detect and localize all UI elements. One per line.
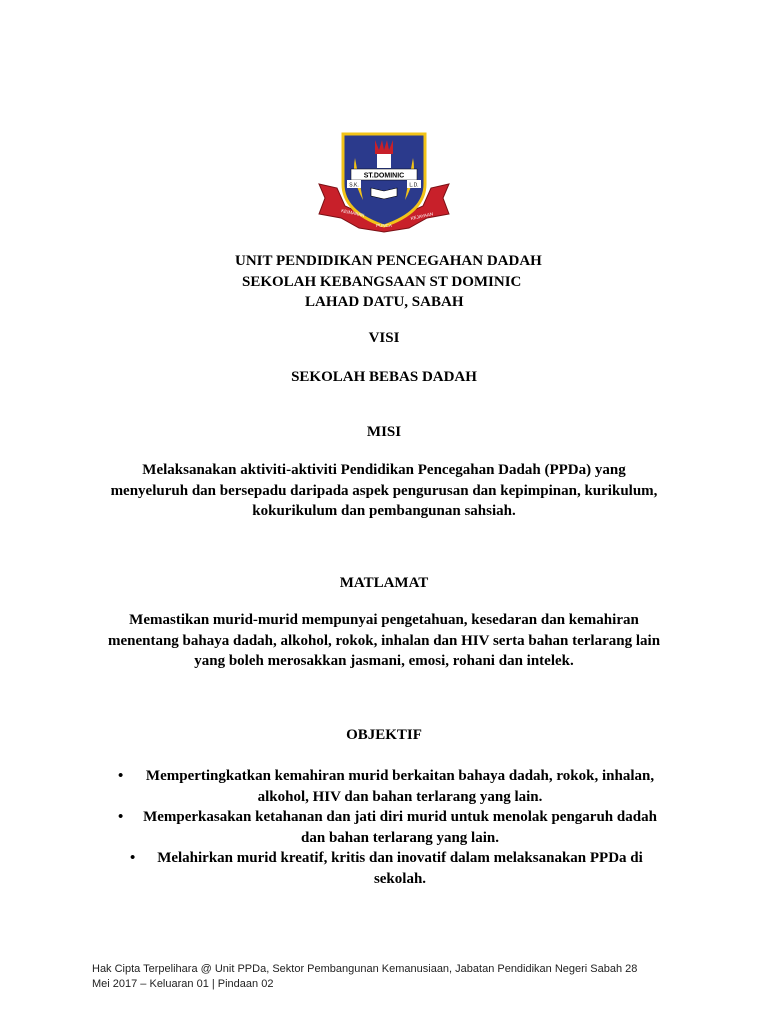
crest-banner-center: PUNCA: [376, 223, 392, 228]
objektif-item-3-line-2: sekolah.: [373, 870, 427, 887]
matlamat-line-2: menentang bahaya dadah, alkohol, rokok, inhalan dan HIV serta bahan terlarang lain: [107, 632, 661, 649]
header-line-3: LAHAD DATU, SABAH: [305, 294, 464, 310]
objektif-item-2: [100, 807, 690, 848]
bullet-icon: •: [118, 809, 124, 825]
footer-line-1: Hak Cipta Terpelihara @ Unit PPDa, Sektor Pembangunan Kemanusiaan, Jabatan Pendidikan Negeri Sabah 28: [92, 963, 638, 975]
crest-school-label: ST.DOMINIC: [363, 172, 405, 180]
bullet-icon: •: [118, 768, 124, 784]
crest-banner-right: KEJAYAAN: [410, 211, 434, 221]
header-line-1: UNIT PENDIDIKAN PENCEGAHAN DADAH: [235, 253, 542, 269]
objektif-item-2-line-1: Memperkasakan ketahanan dan jati diri murid untuk menolak pengaruh dadah: [143, 809, 657, 825]
objektif-item-3-line-1: Melahirkan murid kreatif, kritis dan inovatif dalam melaksanakan PPDa di: [157, 850, 643, 866]
misi-line-1: Melaksanakan aktiviti-aktiviti Pendidikan Pencegahan Dadah (PPDa) yang: [142, 462, 626, 478]
objektif-item-1-line-1: Mempertingkatkan kemahiran murid berkaitan bahaya dadah, rokok, inhalan,: [145, 768, 655, 784]
objektif-item-1: [100, 766, 690, 807]
matlamat-line-1: Memastikan murid-murid mempunyai pengetahuan, kesedaran dan kemahiran: [129, 612, 639, 628]
objektif-item-3: [100, 848, 690, 889]
crest-left-initials: S.K.: [349, 182, 359, 189]
page-footer: [92, 962, 652, 991]
matlamat-line-3: yang boleh merosakkan jasmani, emosi, rohani dan intelek.: [194, 653, 574, 669]
visi-text: SEKOLAH BEBAS DADAH: [291, 369, 477, 385]
header-line-2: SEKOLAH KEBANGSAAN ST DOMINIC: [242, 274, 522, 290]
footer-line-2: Mei 2017 – Keluaran 01 | Pindaan 02: [92, 977, 274, 990]
misi-heading: MISI: [366, 424, 402, 440]
matlamat-paragraph: [70, 610, 698, 672]
crest-right-initials: L.D.: [409, 182, 419, 189]
school-crest-logo: [315, 128, 453, 240]
misi-line-3: kokurikulum dan pembangunan sahsiah.: [252, 503, 516, 519]
misi-line-2: menyeluruh dan bersepadu daripada aspek pengurusan dan kepimpinan, kurikulum,: [110, 482, 658, 499]
objektif-item-2-line-2: dan bahan terlarang yang lain.: [301, 829, 499, 846]
crest-banner-left: KEIMANAN: [340, 208, 365, 218]
matlamat-heading: MATLAMAT: [339, 575, 429, 591]
objektif-heading: OBJEKTIF: [346, 727, 422, 743]
bullet-icon: •: [130, 850, 136, 866]
visi-heading: VISI: [368, 330, 400, 346]
objektif-list: [100, 766, 690, 889]
objektif-item-1-line-2: alkohol, HIV dan bahan terlarang yang lain.: [257, 788, 543, 805]
crest-torch-handle: [377, 154, 391, 168]
misi-paragraph: [70, 460, 698, 522]
